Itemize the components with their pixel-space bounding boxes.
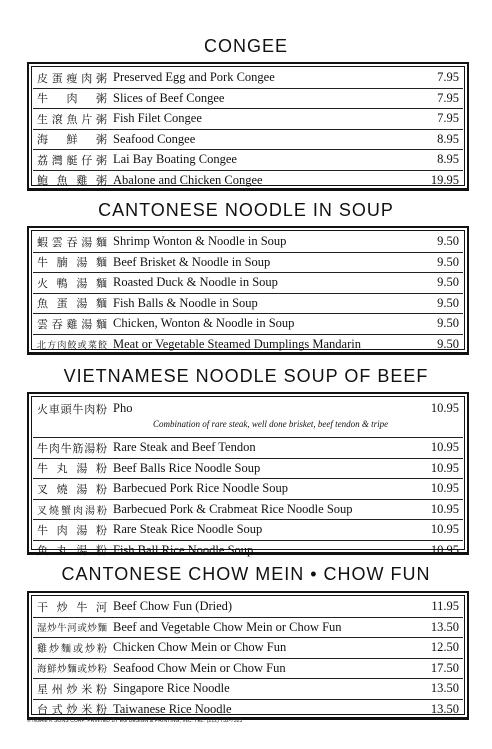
item-chinese-name: 鮑 魚 雞 粥 — [37, 174, 107, 188]
menu-item[interactable] — [33, 679, 463, 700]
menu-item[interactable] — [33, 438, 463, 459]
item-chinese-name: 火 鴨 湯 麵 — [37, 276, 107, 290]
menu-item[interactable] — [33, 659, 463, 680]
menu-item[interactable] — [33, 314, 463, 335]
menu-item[interactable] — [33, 253, 463, 274]
item-chinese-name: 牛 丸 湯 粉 — [37, 462, 107, 476]
item-price: 11.95 — [431, 599, 459, 614]
item-name: Barbecued Pork & Crabmeat Rice Noodle Soup — [113, 501, 353, 516]
item-price: 7.95 — [437, 90, 459, 105]
menu-item[interactable] — [33, 638, 463, 659]
item-price: 10.95 — [430, 460, 459, 475]
item-price: 10.95 — [430, 401, 459, 415]
item-chinese-name: 生滾魚片粥 — [37, 112, 107, 126]
item-name: Beef Brisket & Noodle in Soup — [113, 254, 271, 269]
item-name: Lai Bay Boating Congee — [113, 152, 237, 167]
item-name: Abalone and Chicken Congee — [113, 172, 263, 187]
item-price: 9.50 — [437, 316, 459, 331]
item-price: 7.95 — [437, 111, 459, 126]
menu-item[interactable] — [33, 232, 463, 253]
menu-item[interactable] — [33, 68, 463, 89]
menu-item[interactable] — [33, 294, 463, 315]
item-chinese-name: 叉 燒 湯 粉 — [37, 482, 107, 496]
item-name: Barbecued Pork Rice Noodle Soup — [113, 481, 288, 496]
item-chinese-name: 星州炒米粉 — [37, 682, 107, 696]
item-chinese-name: 荔灣艇仔粥 — [37, 153, 107, 167]
item-price: 10.95 — [430, 522, 459, 537]
item-name: Beef Chow Fun (Dried) — [113, 599, 233, 614]
item-name: Beef and Vegetable Chow Mein or Chow Fun — [113, 619, 342, 634]
item-name: Fish Balls & Noodle in Soup — [113, 295, 258, 310]
menu-item[interactable] — [33, 89, 463, 110]
item-price: 13.50 — [430, 681, 459, 696]
item-name: Beef Balls Rice Noodle Soup — [113, 460, 261, 475]
item-price: 19.95 — [430, 172, 459, 187]
item-chinese-name: 台式炒米粉 — [37, 703, 107, 717]
menu-box-congee — [27, 62, 469, 191]
item-description: Combination of rare steak, well done brisket, beef tendon & tripe — [153, 419, 389, 429]
item-price: 12.50 — [430, 640, 459, 655]
item-name: Taiwanese Rice Noodle — [113, 701, 232, 716]
section-title-noodle-soup: CANTONESE NOODLE IN SOUP — [98, 200, 394, 220]
item-price: 10.95 — [430, 501, 459, 516]
item-price: 7.95 — [437, 70, 459, 85]
menu-item[interactable] — [33, 109, 463, 130]
item-price: 9.50 — [437, 275, 459, 290]
item-price: 8.95 — [437, 131, 459, 146]
item-price: 8.95 — [437, 152, 459, 167]
item-name: Rare Steak and Beef Tendon — [113, 440, 256, 455]
item-price: 9.50 — [437, 336, 459, 351]
item-chinese-name: 叉燒蟹肉湯粉 — [37, 505, 107, 517]
item-chinese-name: 牛 腩 湯 麵 — [37, 256, 107, 270]
item-price: 10.95 — [430, 481, 459, 496]
menu-item[interactable] — [33, 541, 463, 561]
item-chinese-name: 雲吞雞湯麵 — [37, 317, 107, 331]
menu-box-noodle-soup — [27, 226, 469, 355]
item-chinese-name: 牛肉牛筋湯粉 — [37, 441, 107, 455]
menu-box-chow-mein — [27, 591, 469, 720]
menu-item[interactable] — [33, 479, 463, 500]
item-name: Chicken Chow Mein or Chow Fun — [113, 640, 287, 655]
item-price: 9.50 — [437, 254, 459, 269]
item-name: Fish Ball Rice Noodle Soup — [113, 542, 254, 557]
item-chinese-name: 蝦雲吞湯麵 — [37, 235, 107, 249]
section-title-vietnamese: VIETNAMESE NOODLE SOUP OF BEEF — [63, 366, 429, 386]
menu-item[interactable] — [33, 459, 463, 480]
item-chinese-name: 皮蛋瘦肉粥 — [37, 71, 107, 85]
item-price: 13.50 — [430, 619, 459, 634]
item-name: Seafood Congee — [113, 131, 196, 146]
item-name: Pho — [113, 401, 133, 415]
item-chinese-name: 火車頭牛肉粉 — [37, 403, 107, 416]
item-chinese-name: 北方肉餃或菜餃 — [37, 340, 107, 351]
menu-item[interactable] — [33, 273, 463, 294]
item-name: Fish Filet Congee — [113, 111, 202, 126]
menu-item[interactable] — [33, 597, 463, 618]
menu-item[interactable] — [33, 171, 463, 191]
item-price: 9.50 — [437, 234, 459, 249]
section-title-chow-mein: CANTONESE CHOW MEIN • CHOW FUN — [61, 564, 431, 584]
item-name: Slices of Beef Congee — [113, 90, 225, 105]
item-price: 17.50 — [430, 660, 459, 675]
item-chinese-name: 湿炒牛河或炒麵 — [37, 623, 107, 635]
item-chinese-name: 魚 蛋 湯 麵 — [37, 297, 107, 311]
item-chinese-name: 牛 肉 粥 — [37, 92, 107, 106]
item-name: Seafood Chow Mein or Chow Fun — [113, 660, 286, 675]
item-price: 10.95 — [430, 440, 459, 455]
menu-item[interactable] — [33, 398, 463, 438]
item-name: Singapore Rice Noodle — [113, 681, 230, 696]
menu-item[interactable] — [33, 618, 463, 639]
item-chinese-name: 干 炒 牛 河 — [37, 600, 107, 614]
item-chinese-name: 海 鮮 粥 — [37, 133, 107, 147]
menu-box-vietnamese — [27, 392, 469, 558]
section-title-congee: CONGEE — [203, 36, 288, 56]
item-price: 13.50 — [430, 701, 459, 716]
item-name: Shrimp Wonton & Noodle in Soup — [113, 234, 287, 249]
item-chinese-name: 海鮮炒麵或炒粉 — [37, 664, 107, 676]
menu-item[interactable] — [33, 700, 463, 720]
item-name: Meat or Vegetable Steamed Dumplings Mandarin — [113, 336, 361, 351]
item-chinese-name: 魚 丸 湯 粉 — [37, 544, 107, 558]
item-chinese-name: 雞炒麵或炒粉 — [37, 644, 107, 656]
menu-item[interactable] — [33, 150, 463, 171]
menu-item[interactable] — [33, 500, 463, 521]
item-name: Chicken, Wonton & Noodle in Soup — [113, 316, 295, 331]
item-name: Preserved Egg and Pork Congee — [113, 70, 275, 85]
menu-item[interactable] — [33, 335, 463, 355]
item-price: 10.95 — [430, 542, 459, 557]
item-name: Roasted Duck & Noodle in Soup — [113, 275, 278, 290]
menu-item[interactable] — [33, 130, 463, 151]
item-price: 9.50 — [437, 295, 459, 310]
item-name: Rare Steak Rice Noodle Soup — [113, 522, 263, 537]
item-chinese-name: 牛 肉 湯 粉 — [37, 523, 107, 537]
menu-item[interactable] — [33, 520, 463, 541]
printer-footer: © NGAM K SONS CORP. PRINTED BY EG DESIGN & PRINTING, INC. TEL: (212) 732-7323 — [27, 718, 243, 724]
